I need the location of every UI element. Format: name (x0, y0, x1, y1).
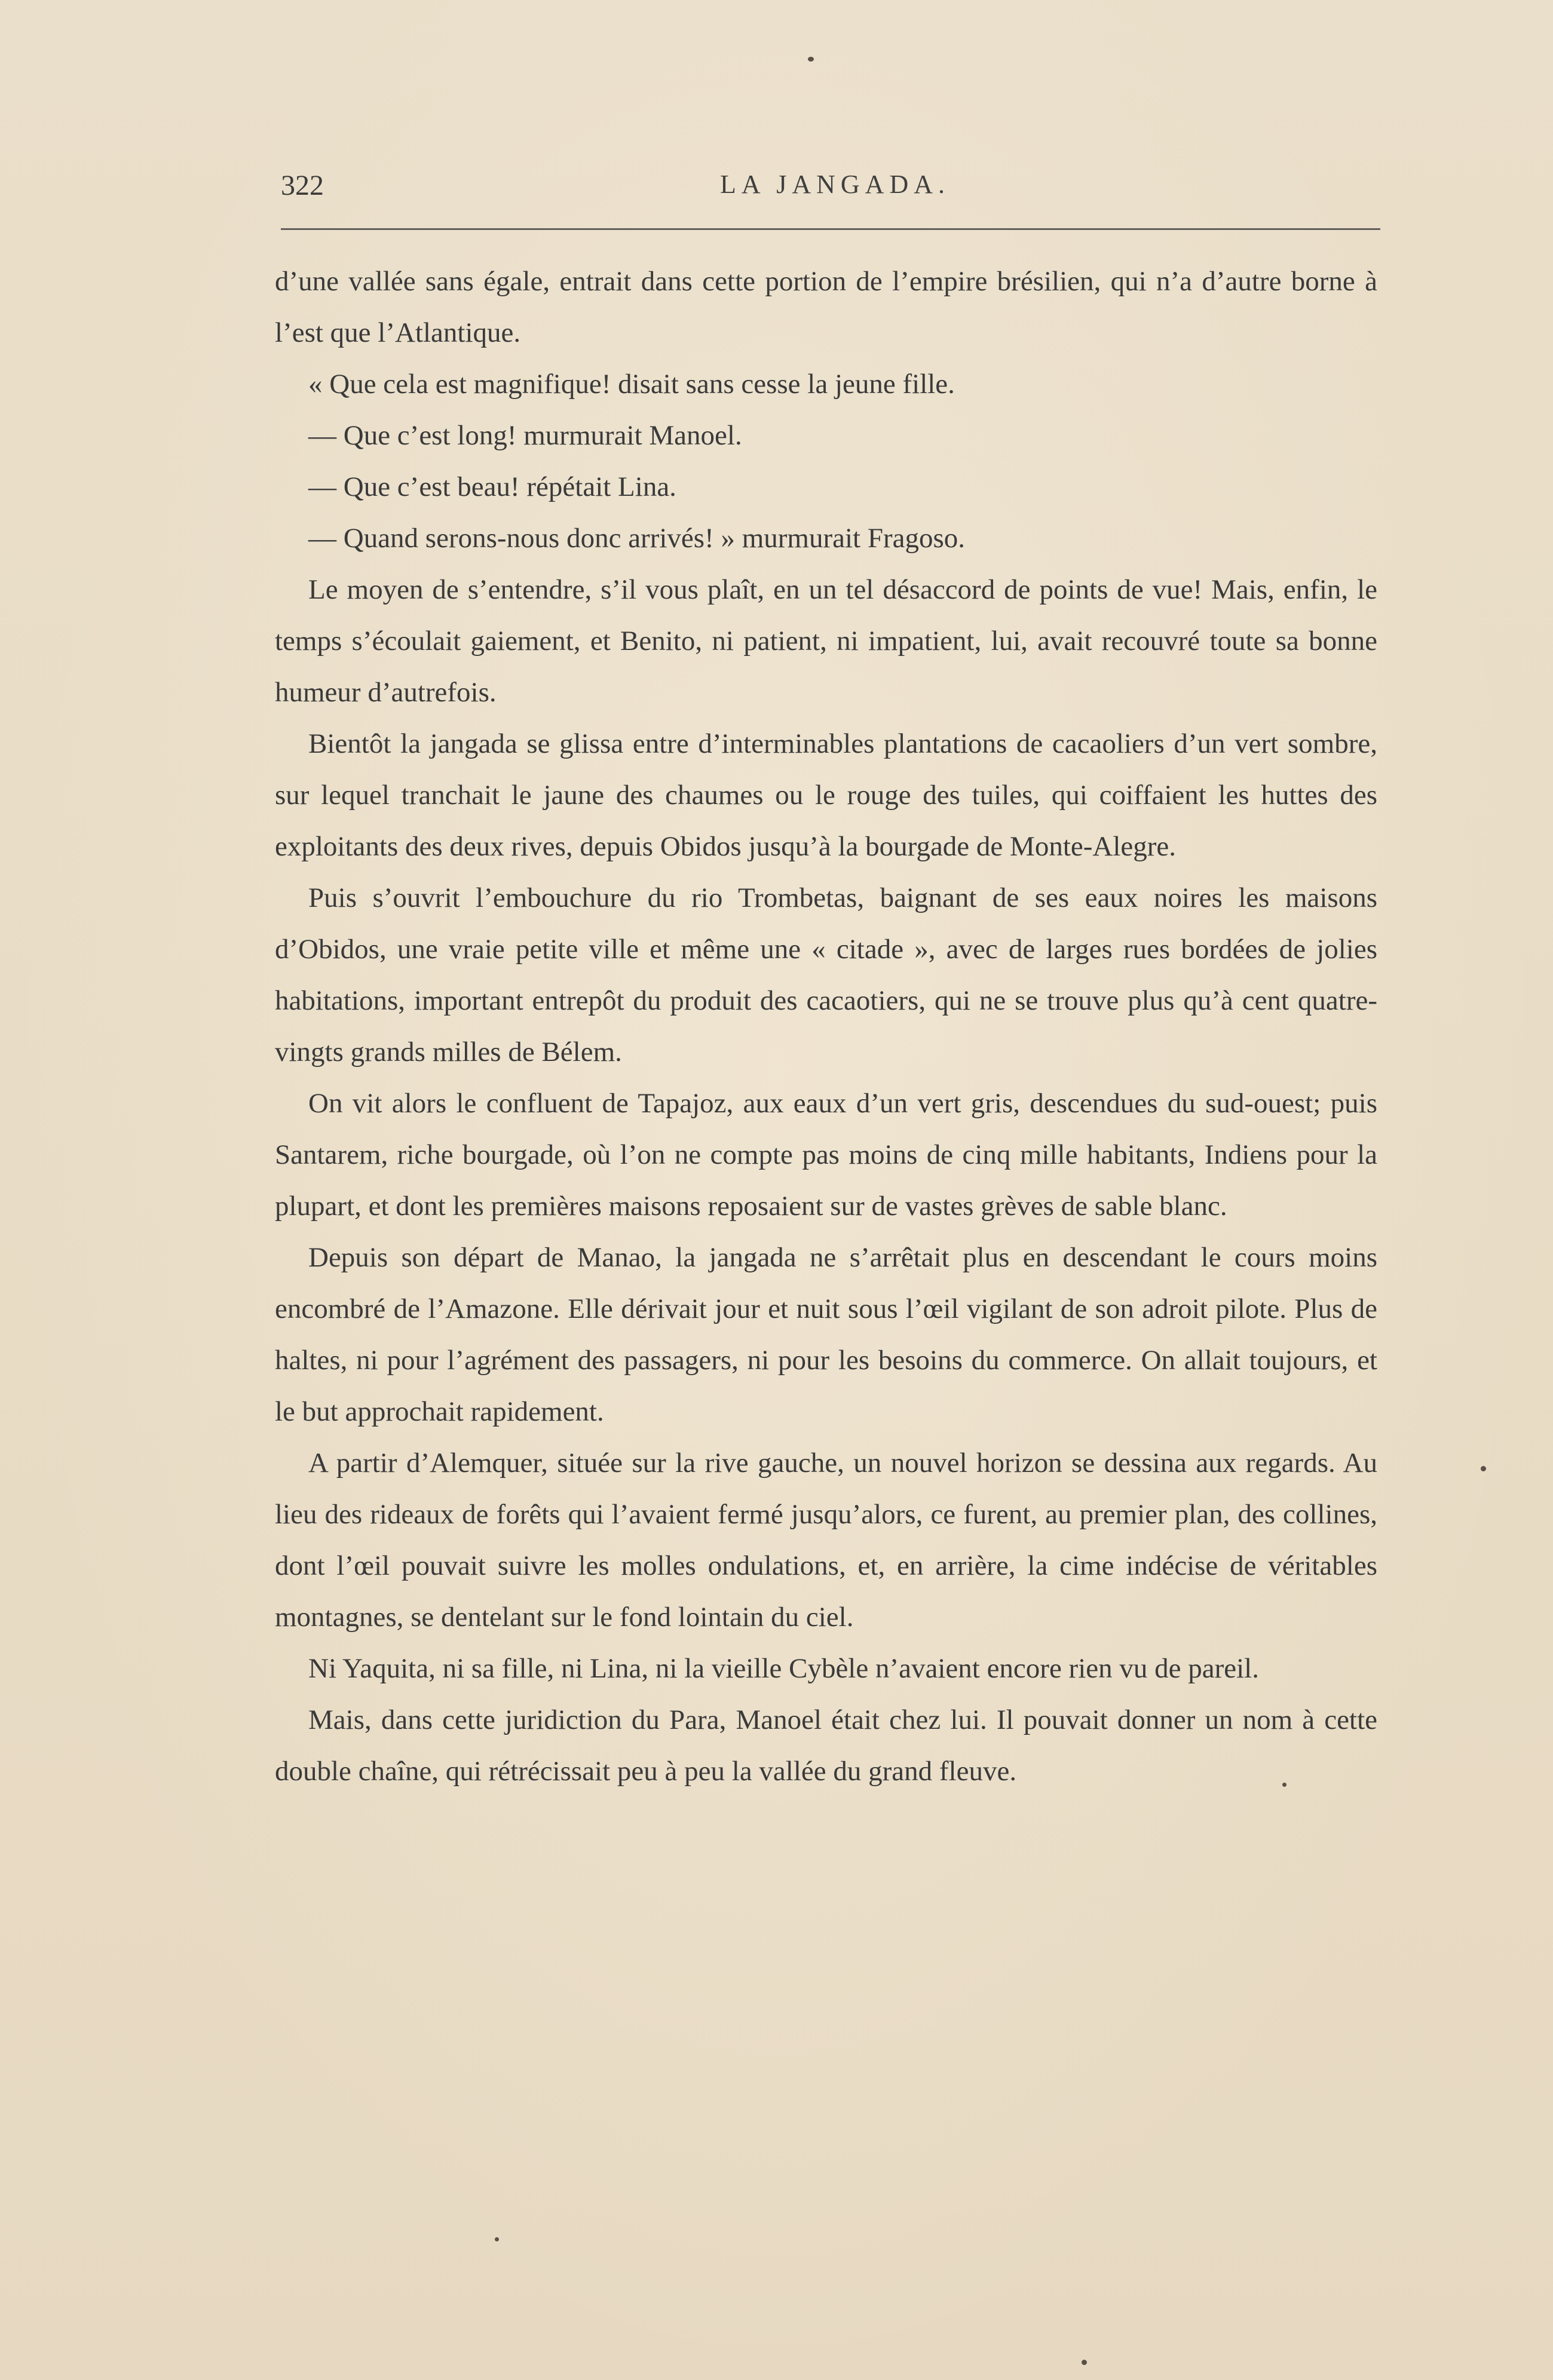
paragraph: Le moyen de s’entendre, s’il vous plaît, en un tel désaccord de points de vue! Mais, enfin, le temps s’écoulait gaiement, et Benito, ni patient, ni impatient, lui, avait recouvré toute sa bonne humeur d’autrefois. (275, 574, 1377, 708)
paper-speck (495, 2237, 499, 2241)
paragraph: On vit alors le confluent de Tapajoz, aux eaux d’un vert gris, descendues du sud-ouest; puis Santarem, riche bourgade, où l’on ne compte pas moins de cinq mille habitants, Indiens pour la plupart, et dont les premières maisons reposaient sur de vastes grèves de sable blanc. (275, 1088, 1377, 1222)
paragraph: d’une vallée sans égale, entrait dans cette portion de l’empire brésilien, qui n’a d’autre borne à l’est que l’Atlantique. (275, 266, 1377, 348)
page-header (281, 169, 1380, 205)
paper-speck (1082, 2360, 1087, 2365)
paragraph: — Que c’est beau! répétait Lina. (308, 471, 676, 502)
paper-speck (808, 57, 814, 62)
body-text (275, 256, 1377, 1797)
paragraph: « Que cela est magnifique! disait sans cesse la jeune fille. (308, 369, 955, 400)
paragraph: Depuis son départ de Manao, la jangada ne s’arrêtait plus en descendant le cours moins encombré de l’Amazone. Elle dérivait jour et nuit sous l’œil vigilant de son adroit pilote. Plus de haltes, ni pour l’agrément des passagers, ni pour les besoins du commerce. On allait toujours, et le but approchait rapidement. (275, 1242, 1377, 1427)
paragraph: — Que c’est long! murmurait Manoel. (308, 420, 742, 451)
paragraph: — Quand serons-nous donc arrivés! » murmurait Fragoso. (308, 523, 966, 554)
paragraph: A partir d’Alemquer, située sur la rive gauche, un nouvel horizon se dessina aux regards. Au lieu des rideaux de forêts qui l’avaient fermé jusqu’alors, ce furent, au premier plan, des collines, dont l’œil pouvait suivre les molles ondulations, et, en arrière, la cime indécise de véritables montagnes, se dentelant sur le fond lointain du ciel. (275, 1447, 1377, 1633)
paragraph: Puis s’ouvrit l’embouchure du rio Trombetas, baignant de ses eaux noires les maisons d’Obidos, une vraie petite ville et même une « citade », avec de larges rues bordées de jolies habitations, important entrepôt du produit des cacaotiers, qui ne se trouve plus qu’à cent quatre-vingts grands milles de Bélem. (275, 882, 1377, 1068)
paper-speck (1282, 1783, 1286, 1787)
running-title: LA JANGADA. (720, 170, 950, 199)
paragraph: Bientôt la jangada se glissa entre d’interminables plantations de cacaoliers d’un vert sombre, sur lequel tranchait le jaune des chaumes ou le rouge des tuiles, qui coiffaient les huttes des exploitants des deux rives, depuis Obidos jusqu’à la bourgade de Monte-Alegre. (275, 728, 1377, 862)
paragraph: Ni Yaquita, ni sa fille, ni Lina, ni la vieille Cybèle n’avaient encore rien vu de pareil. (308, 1653, 1259, 1684)
header-rule (281, 228, 1380, 230)
paper-speck (1481, 1466, 1486, 1471)
paragraph: Mais, dans cette juridiction du Para, Manoel était chez lui. Il pouvait donner un nom à cette double chaîne, qui rétrécissait peu à peu la vallée du grand fleuve. (275, 1704, 1377, 1787)
page-number: 322 (281, 170, 324, 201)
